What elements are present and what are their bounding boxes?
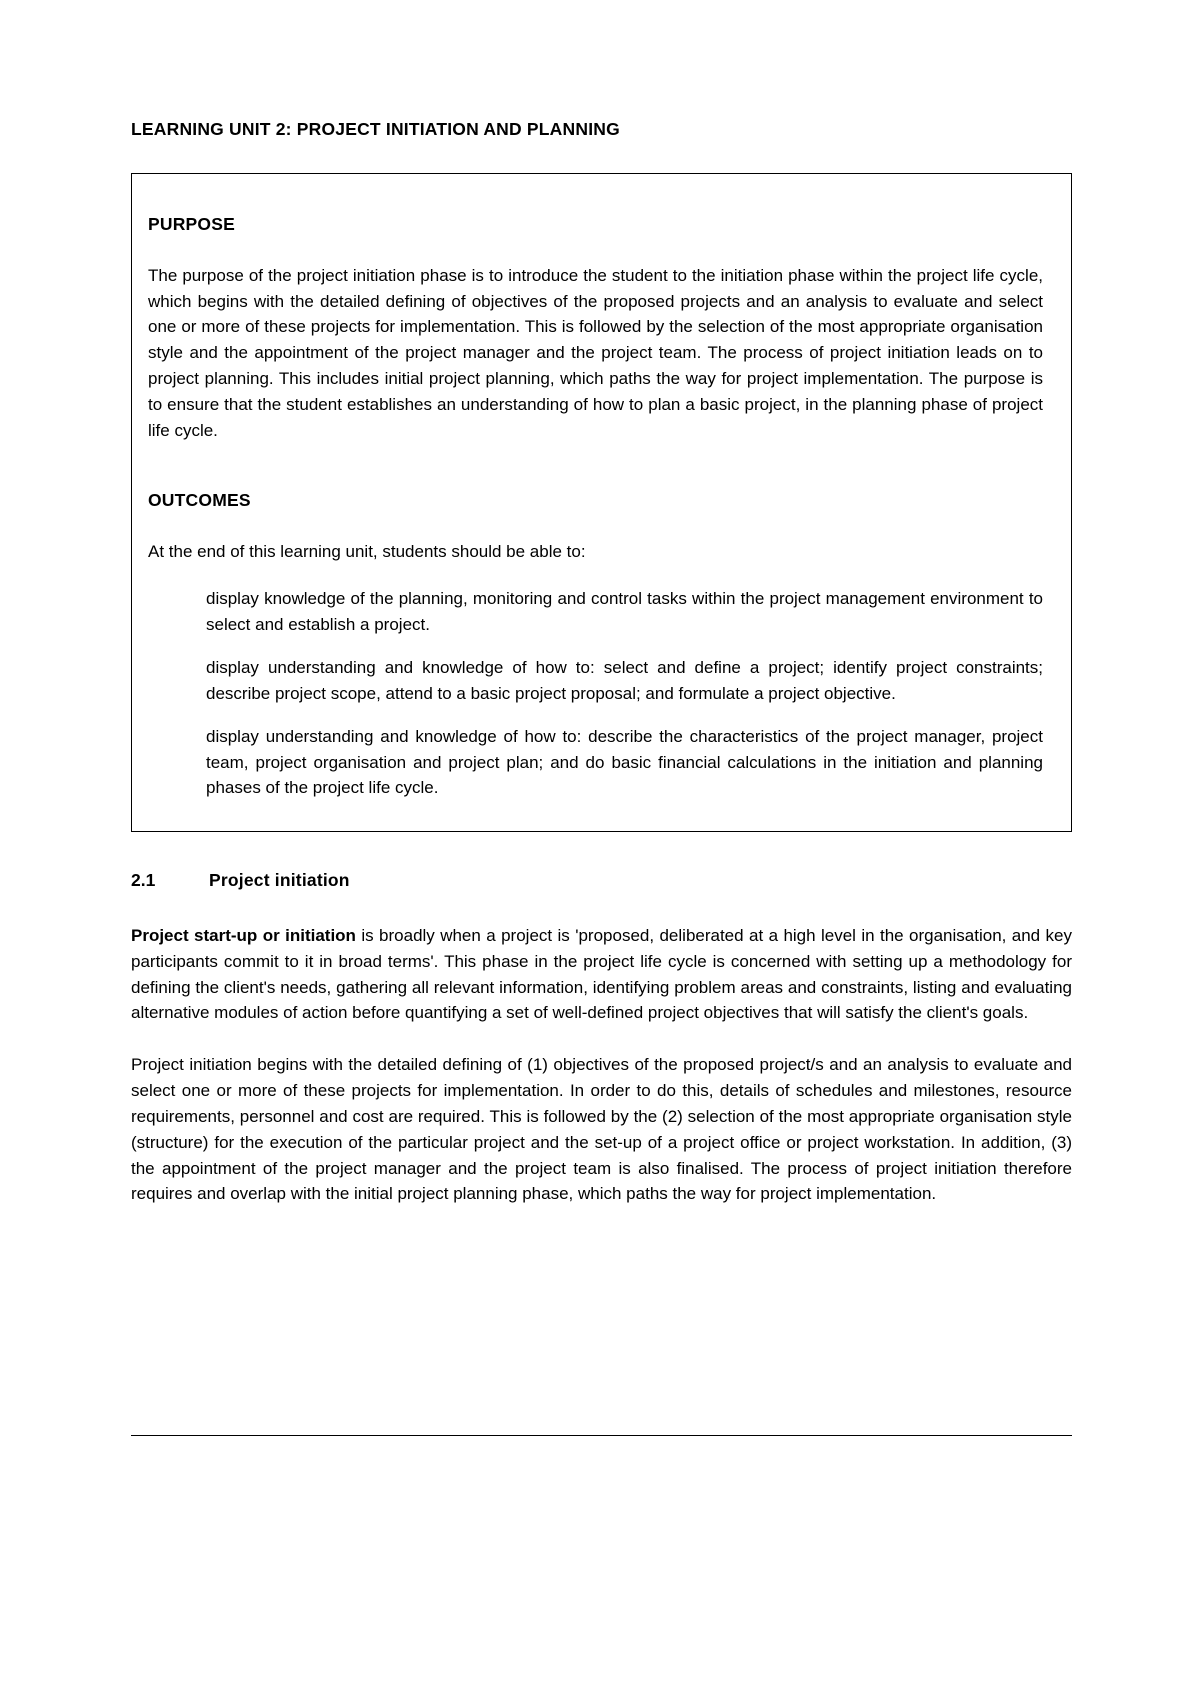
box-content [148,214,1043,801]
outcomes-list [148,586,1043,801]
outcomes-lead: At the end of this learning unit, students should be able to: [148,541,586,561]
list-item: display understanding and knowledge of how to: select and define a project; identify project constraints; describe project scope, attend to a basic project proposal; and formulate a project objective. [206,658,1043,703]
list-item: display knowledge of the planning, monitoring and control tasks within the project management environment to select and establish a project. [206,589,1043,634]
section-heading [131,870,1072,891]
section-paragraph-2: Project initiation begins with the detailed defining of (1) objectives of the proposed project/s and an analysis to evaluate and select one or more of these projects for implementation. In order to do this, details of schedules and milestones, resource requirements, personnel and cost are required. This is followed by the (2) selection of the most appropriate organisation style (structure) for the execution of the particular project and the set-up of a project office or project workstation. In addition, (3) the appointment of the project manager and the project team is also finalised. The process of project initiation therefore requires and overlap with the initial project planning phase, which paths the way for project implementation. [131,1055,1072,1204]
purpose-paragraph: The purpose of the project initiation phase is to introduce the student to the initiation phase within the project life cycle, which begins with the detailed defining of objectives of the proposed projects and an analysis to evaluate and select one or more of these projects for implementation. This is followed by the selection of the most appropriate organisation style and the appointment of the project manager and the project team. The process of project initiation leads on to project planning. This includes initial project planning, which paths the way for project implementation. The purpose is to ensure that the student establishes an understanding of how to plan a basic project, in the planning phase of project life cycle. [148,265,1043,440]
section-number: 2.1 [131,869,156,890]
section-title: Project initiation [209,869,350,890]
purpose-heading: PURPOSE [148,213,235,234]
list-item: display understanding and knowledge of how to: describe the characteristics of the project manager, project team, project organisation and project plan; and do basic financial calculations in the initiation and planning phases of the project life cycle. [206,727,1043,798]
section-paragraph-1 [131,923,1072,1026]
paragraph-1-rest: is broadly when a project is 'proposed, deliberated at a high level in the organisation, and key participants commit to it in broad terms'. This phase in the project life cycle is concerned with setting up a methodology for defining the client's needs, gathering all relevant information, identifying problem areas and constraints, listing and evaluating alternative modules of action before quantifying a set of well-defined project objectives that will satisfy the client's goals. [131,925,1072,1023]
footer-divider [131,1435,1072,1436]
paragraph-1-lead-bold: Project start-up or initiation [131,925,356,945]
outcomes-heading: OUTCOMES [148,489,251,510]
purpose-outcomes-box [131,173,1072,832]
page-title: LEARNING UNIT 2: PROJECT INITIATION AND PLANNING [131,119,620,139]
